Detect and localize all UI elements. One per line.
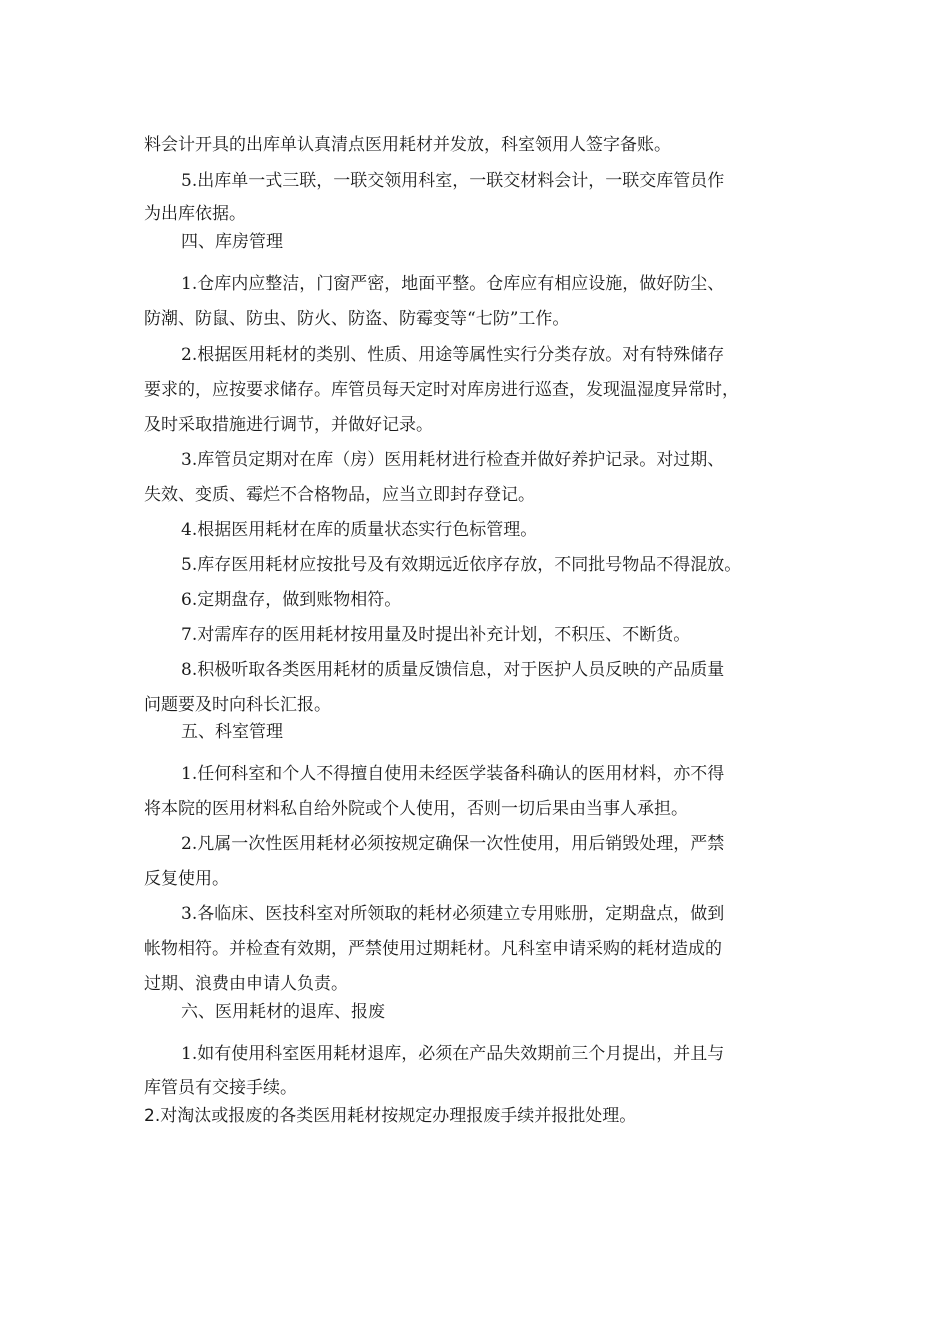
text-line: 1.如有使用科室医用耗材退库，必须在产品失效期前三个月提出，并且与 (181, 1044, 725, 1064)
text-line: 2.凡属一次性医用耗材必须按规定确保一次性使用，用后销毁处理，严禁 (181, 834, 725, 854)
text-line: 失效、变质、霉烂不合格物品，应当立即封存登记。 (144, 485, 535, 505)
text-line: 帐物相符。并检查有效期，严禁使用过期耗材。凡科室申请采购的耗材造成的 (144, 939, 722, 959)
section-heading: 四、库房管理 (181, 232, 283, 252)
text-line: 过期、浪费由申请人负责。 (144, 974, 348, 994)
text-line: 2.对淘汰或报废的各类医用耗材按规定办理报废手续并报批处理。 (144, 1106, 637, 1126)
text-line: 5.库存医用耗材应按批号及有效期远近依序存放，不同批号物品不得混放。 (181, 555, 742, 575)
text-line: 3.各临床、医技科室对所领取的耗材必须建立专用账册，定期盘点，做到 (181, 904, 725, 924)
text-line: 问题要及时向科长汇报。 (144, 695, 331, 715)
section-heading: 六、医用耗材的退库、报废 (181, 1002, 385, 1022)
text-line: 库管员有交接手续。 (144, 1078, 297, 1098)
text-line: 为出库依据。 (144, 204, 246, 224)
section-heading: 五、科室管理 (181, 722, 283, 742)
text-line: 7.对需库存的医用耗材按用量及时提出补充计划，不积压、不断货。 (181, 625, 691, 645)
text-line: 防潮、防鼠、防虫、防火、防盗、防霉变等“七防”工作。 (144, 309, 570, 329)
text-line: 1.任何科室和个人不得擅自使用未经医学装备科确认的医用材料，亦不得 (181, 764, 725, 784)
text-line: 及时采取措施进行调节，并做好记录。 (144, 415, 433, 435)
text-line: 8.积极听取各类医用耗材的质量反馈信息，对于医护人员反映的产品质量 (181, 660, 725, 680)
text-line: 料会计开具的出库单认真清点医用耗材并发放，科室领用人签字备账。 (144, 135, 671, 155)
text-line: 6.定期盘存，做到账物相符。 (181, 590, 402, 610)
text-line: 反复使用。 (144, 869, 229, 889)
text-line: 2.根据医用耗材的类别、性质、用途等属性实行分类存放。对有特殊储存 (181, 345, 725, 365)
text-line: 4.根据医用耗材在库的质量状态实行色标管理。 (181, 520, 538, 540)
text-line: 5.出库单一式三联，一联交领用科室，一联交材料会计，一联交库管员作 (181, 171, 725, 191)
text-line: 3.库管员定期对在库（房）医用耗材进行检查并做好养护记录。对过期、 (181, 450, 725, 470)
text-line: 将本院的医用材料私自给外院或个人使用，否则一切后果由当事人承担。 (144, 799, 688, 819)
text-line: 1.仓库内应整洁，门窗严密，地面平整。仓库应有相应设施，做好防尘、 (181, 274, 725, 294)
text-line: 要求的，应按要求储存。库管员每天定时对库房进行巡查，发现温湿度异常时， (144, 380, 739, 400)
